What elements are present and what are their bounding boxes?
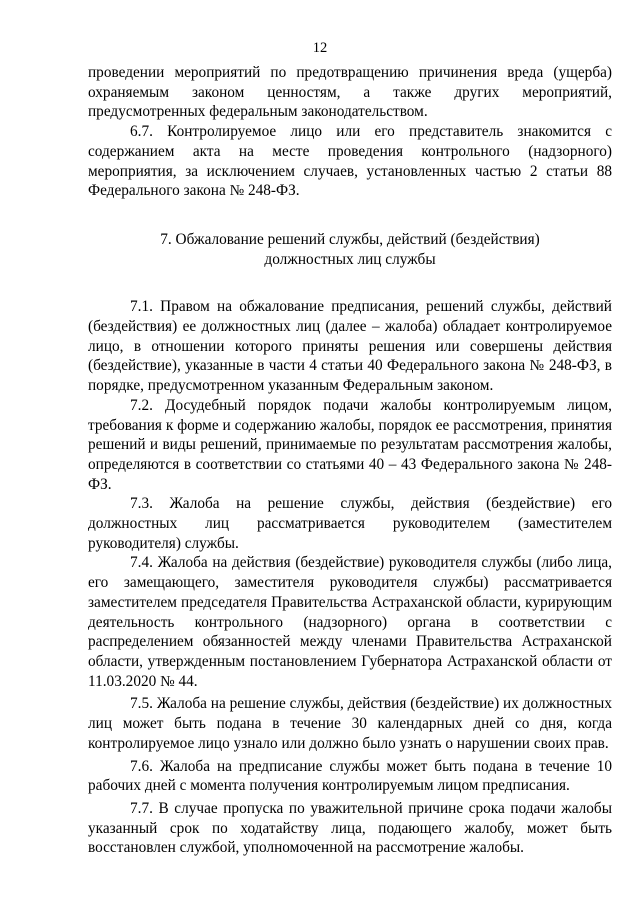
paragraph-7-1: 7.1. Правом на обжалование предписания, решений службы, действий (бездействия) ее должностных лиц (далее – жалоба) обладает контролируемое лицо, в отношении которого приняты решения или совершены действия (бездействие), указанные в части 4 статьи 40 Федерального закона № 248-ФЗ, в порядке, предусмотренном указанным Федеральным законом. — [88, 298, 612, 395]
paragraph-continuation: проведении мероприятий по предотвращению причинения вреда (ущерба) охраняемым законом ценностям, а также других мероприятий, предусмотренных федеральным законодательством. — [88, 64, 612, 121]
paragraph-7-4: 7.4. Жалоба на действия (бездействие) руководителя службы (либо лица, его замещающего, заместителя руководителя службы) рассматривается заместителем председателя Правительства Астраханской области, курирующим деятельность контрольного (надзорного) органа в соответствии с распределением обязанностей между членами Правительства Астраханской области, утвержденным постановлением Губернатора Астраханской области от 11.03.2020 № 44. — [88, 554, 612, 690]
section-7-heading-line-2: должностных лиц службы — [264, 250, 436, 268]
section-7-heading — [88, 230, 612, 269]
paragraph-7-7: 7.7. В случае пропуска по уважительной причине срока подачи жалобы указанный срок по ходатайству лица, подающего жалобу, может быть восстановлен службой, уполномоченной на рассмотрение жалобы. — [88, 799, 612, 857]
paragraph-7-6: 7.6. Жалоба на предписание службы может быть подана в течение 10 рабочих дней с момента получения контролируемым лицом предписания. — [88, 757, 612, 795]
paragraph-6-7: 6.7. Контролируемое лицо или его представитель знакомится с содержанием акта на месте проведения контрольного (надзорного) мероприятия, за исключением случаев, установленных частью 2 статьи 88 Федерального закона № 248-ФЗ. — [88, 123, 612, 200]
section-7-heading-line-1: 7. Обжалование решений службы, действий (бездействия) — [160, 230, 540, 248]
paragraph-7-5: 7.5. Жалоба на решение службы, действия (бездействие) их должностных лиц может быть подана в течение 30 календарных дней со дня, когда контролируемое лицо узнало или должно было узнать о нарушении своих прав. — [88, 695, 612, 752]
paragraph-7-3: 7.3. Жалоба на решение службы, действия (бездействие) его должностных лиц рассматривается руководителем (заместителем руководителя) службы. — [88, 495, 612, 552]
paragraph-7-2: 7.2. Досудебный порядок подачи жалобы контролируемым лицом, требования к форме и содержанию жалобы, порядок ее рассмотрения, принятия решений и виды решений, принимаемые по результатам рассмотрения жалобы, определяются в соответствии со статьями 40 – 43 Федерального закона № 248-ФЗ. — [88, 396, 612, 493]
page-number: 12 — [312, 40, 328, 56]
document-body — [88, 63, 612, 858]
